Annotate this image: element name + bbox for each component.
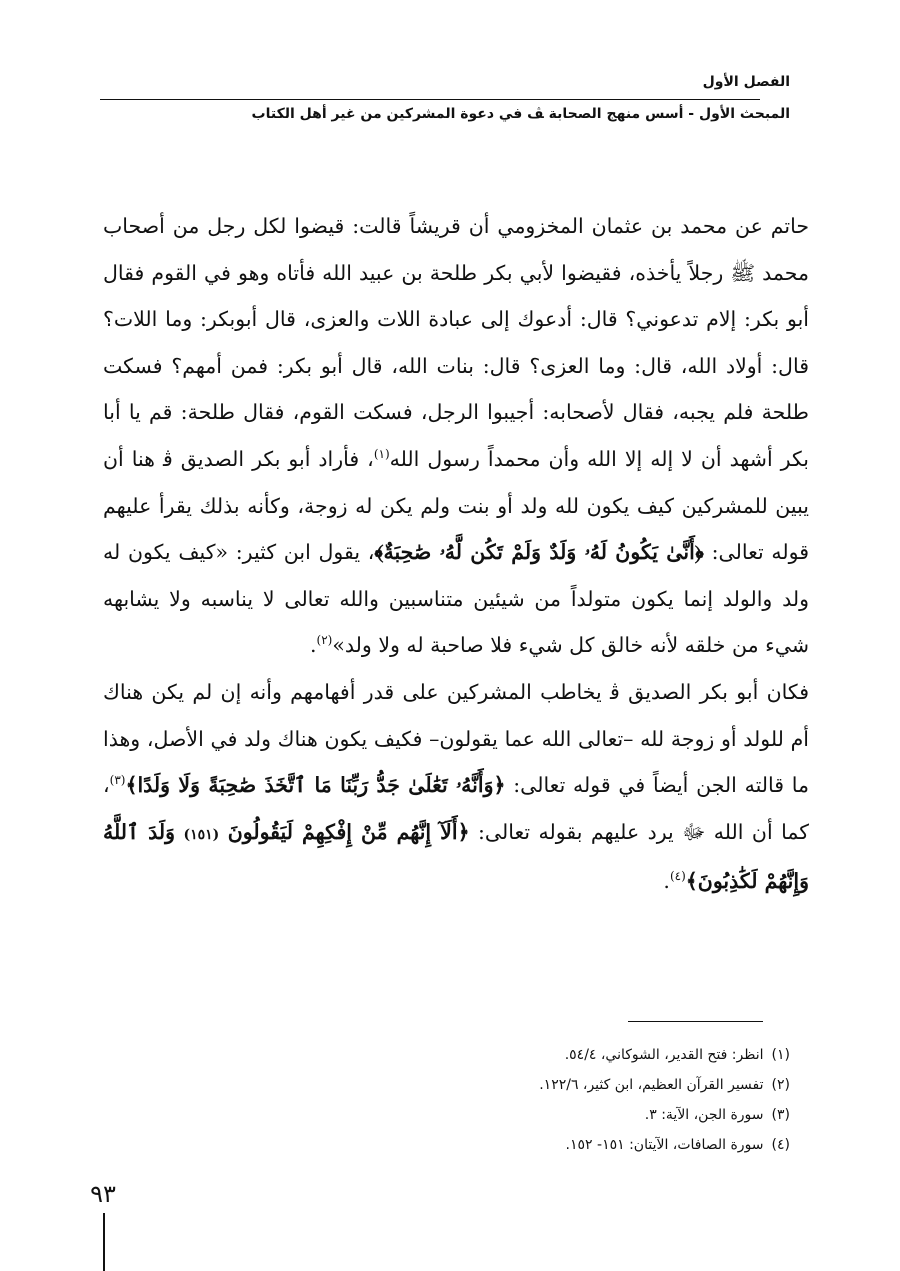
footnote-number: (١)	[771, 1047, 790, 1063]
body-text	[103, 203, 809, 905]
paragraph-2	[103, 669, 809, 905]
footnote-2	[539, 1070, 790, 1100]
paragraph-2-text-a: فكان أبو بكر الصديق ﭬ يخاطب المشركين على قدر أفهامهم وأنه إن لم يكن هناك أم للولد أو زوجة لله –تعالى الله عما يقولون– فكيف يكون هناك ولد في الأصل، وهذا ما قالته الجن أيضاً في قوله تعالى:	[103, 679, 809, 798]
footnote-ref-1: (١)	[373, 447, 390, 462]
footnote-ref-2: (٢)	[316, 633, 333, 648]
footnote-text: تفسير القرآن العظيم، ابن كثير، ١٢٢/٦.	[539, 1077, 764, 1093]
paragraph-1-text-c: ، يقول ابن كثير: «كيف يكون له ولد والولد إنما يكون متولداً من شيئين متناسبين والله تعالى لا يناسبه ولا يشابهه شيء من خلقه لأنه خالق كل شيء فلا صاحبة له ولا ولد»	[103, 540, 809, 658]
quran-verse-3b: وَلَدَ ٱللَّهُ وَإِنَّهُمْ لَكَٰذِبُونَ﴾	[103, 819, 809, 894]
footnote-number: (٢)	[771, 1077, 790, 1093]
footnote-text: سورة الصافات، الآيتان: ١٥١- ١٥٢.	[565, 1137, 764, 1153]
footnote-ref-4: (٤)	[669, 869, 686, 884]
header-divider	[100, 99, 760, 100]
paragraph-2-end: .	[663, 869, 670, 894]
page-number: ٩٣	[90, 1180, 116, 1208]
quran-verse-1: ﴿أَنَّىٰ يَكُونُ لَهُۥ وَلَدٌ وَلَمْ تَكُن لَّهُۥ صَٰحِبَةٌ﴾	[374, 540, 704, 565]
running-header-section: المبحث الأول - أسس منهج الصحابة ﭫ في دعوة المشركين من غير أهل الكتاب	[251, 106, 790, 122]
footnote-4	[539, 1130, 790, 1160]
paragraph-1-text-b: ، فأراد أبو بكر الصديق ﭬ هنا أن يبين للمشركين كيف يكون لله ولد أو بنت ولم يكن له زوجة، وكأنه بذلك يقرأ عليهم قوله تعالى:	[103, 446, 809, 565]
margin-line	[103, 1213, 105, 1271]
ayah-number-marker: (١٥١)	[183, 826, 220, 843]
footnote-text: انظر: فتح القدير، الشوكاني، ٥٤/٤.	[564, 1047, 764, 1063]
footnote-1	[539, 1040, 790, 1070]
paragraph-1-text-a: حاتم عن محمد بن عثمان المخزومي أن قريشاً قالت: قيضوا لكل رجل من أصحاب محمد ﷺ رجلاً يأخذه، فقيضوا لأبي بكر طلحة بن عبيد الله فأتاه وهو في القوم فقال أبو بكر: إلام تدعوني؟ قال: أدعوك إلى عبادة اللات والعزى، قال أبوبكر: وما اللات؟ قال: أولاد الله، قال: وما العزى؟ قال: بنات الله، قال أبو بكر: فمن أمهم؟ فسكت طلحة فلم يجبه، فقال لأصحابه: أجيبوا الرجل، فسكت القوم، فقال طلحة: قم يا أبا بكر أشهد أن لا إله إلا الله وأن محمداً رسول الله	[103, 214, 810, 471]
footnotes	[539, 1040, 790, 1160]
footnote-text: سورة الجن، الآية: ٣.	[644, 1107, 764, 1123]
footnote-divider	[628, 1021, 763, 1022]
paragraph-1	[103, 203, 809, 669]
running-header-chapter: الفصل الأول	[702, 74, 790, 90]
paragraph-1-end: .	[310, 633, 317, 658]
quran-verse-2: ﴿وَأَنَّهُۥ تَعَٰلَىٰ جَدُّ رَبِّنَا مَا ٱتَّخَذَ صَٰحِبَةً وَلَا وَلَدًا﴾	[125, 773, 506, 798]
footnote-number: (٤)	[771, 1137, 790, 1153]
paragraph-2-text-b: ، كما أن الله ﷻ يرد عليهم بقوله تعالى:	[103, 773, 809, 844]
footnote-3	[539, 1100, 790, 1130]
footnote-ref-3: (٣)	[109, 773, 126, 788]
quran-verse-3a: ﴿أَلَآ إِنَّهُم مِّنْ إِفْكِهِمْ لَيَقُولُونَ	[227, 819, 470, 844]
footnote-number: (٣)	[771, 1107, 790, 1123]
